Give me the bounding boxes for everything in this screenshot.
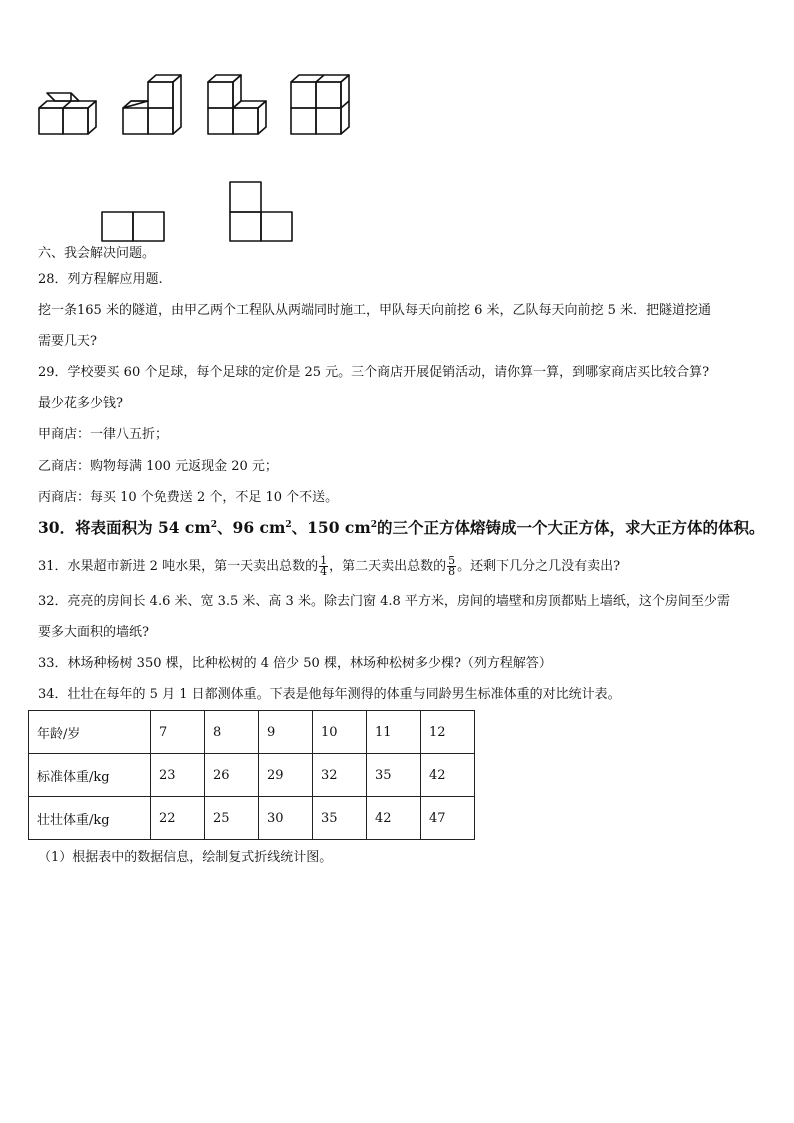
row-header: 壮壮体重/kg [29,797,151,840]
question-34-part-1: （1）根据表中的数据信息，绘制复式折线统计图。 [38,850,333,865]
table-cell: 25 [205,797,259,840]
view-figure-1 [102,212,164,241]
row-header: 年龄/岁 [29,711,151,754]
question-30-text: 30．将表面积为 54 $cm^2$、96 $cm^2$、150 $cm^2$的三个正方体熔铸成一个大正方体，求大正方体的体积。 [38,518,765,537]
table-cell: 29 [259,754,313,797]
table-cell: 26 [205,754,259,797]
question-29-shop-a: 甲商店：一律八五折； [38,427,169,442]
question-32-text-cont: 要多大面积的墙纸? [38,625,149,640]
question-28-text: 挖一条165 米的隧道，由甲乙两个工程队从两端同时施工，甲队每天向前挖 6 米，乙队每天向前挖 5 米．把隧道挖通 [38,303,712,318]
table-cell: 35 [313,797,367,840]
table-cell: 8 [205,711,259,754]
table-cell: 7 [151,711,205,754]
question-28-text-cont: 需要几天? [38,334,97,349]
cube-figures [0,0,794,250]
table-row [29,797,475,840]
fraction-one-quarter: $\frac{1}{4}$ [320,554,328,578]
table-cell: 30 [259,797,313,840]
question-31-text: 31．水果超市新进 2 吨水果，第一天卖出总数的 $\frac{1}{4}$ ，第二天卖出总数的 $\frac{5}{8}$ 。还剩下几分之几没有卖出? [38,554,621,578]
table-cell: 11 [367,711,421,754]
cube-figure-2 [123,75,181,134]
question-29-shop-b: 乙商店：购物每满 100 元返现金 20 元； [38,459,278,474]
question-29-text: 29．学校要买 60 个足球，每个足球的定价是 25 元。三个商店开展促销活动，请你算一算，到哪家商店买比较合算? [38,365,710,380]
view-figure-2 [230,182,292,241]
cube-figure-3 [208,75,266,134]
question-33-text: 33．林场种杨树 350 棵，比种松树的 4 倍少 50 棵，林场种松树多少棵?（列方程解答） [38,656,552,671]
table-cell: 35 [367,754,421,797]
table-cell: 32 [313,754,367,797]
question-28-title: 28．列方程解应用题. [38,272,163,287]
weight-table [28,710,475,840]
question-29-shop-c: 丙商店：每买 10 个免费送 2 个，不足 10 个不送。 [38,490,339,505]
question-32-text: 32．亮亮的房间长 4.6 米、宽 3.5 米、高 3 米。除去门窗 4.8 平方米，房间的墙壁和房顶都贴上墙纸，这个房间至少需 [38,594,730,609]
table-cell: 42 [367,797,421,840]
table-row [29,754,475,797]
row-header: 标准体重/kg [29,754,151,797]
table-cell: 22 [151,797,205,840]
fraction-five-eighths: $\frac{5}{8}$ [448,554,456,578]
table-cell: 47 [421,797,475,840]
table-cell: 23 [151,754,205,797]
table-row [29,711,475,754]
question-29-text-cont: 最少花多少钱? [38,396,123,411]
question-34-text: 34．壮壮在每年的 5 月 1 日都测体重。下表是他每年测得的体重与同龄男生标准体重的对比统计表。 [38,687,621,702]
section-6-title: 六、我会解决问题。 [38,246,156,261]
table-cell: 12 [421,711,475,754]
table-cell: 9 [259,711,313,754]
cube-figure-1 [39,93,96,134]
cube-figure-4 [291,75,349,134]
table-cell: 42 [421,754,475,797]
table-cell: 10 [313,711,367,754]
